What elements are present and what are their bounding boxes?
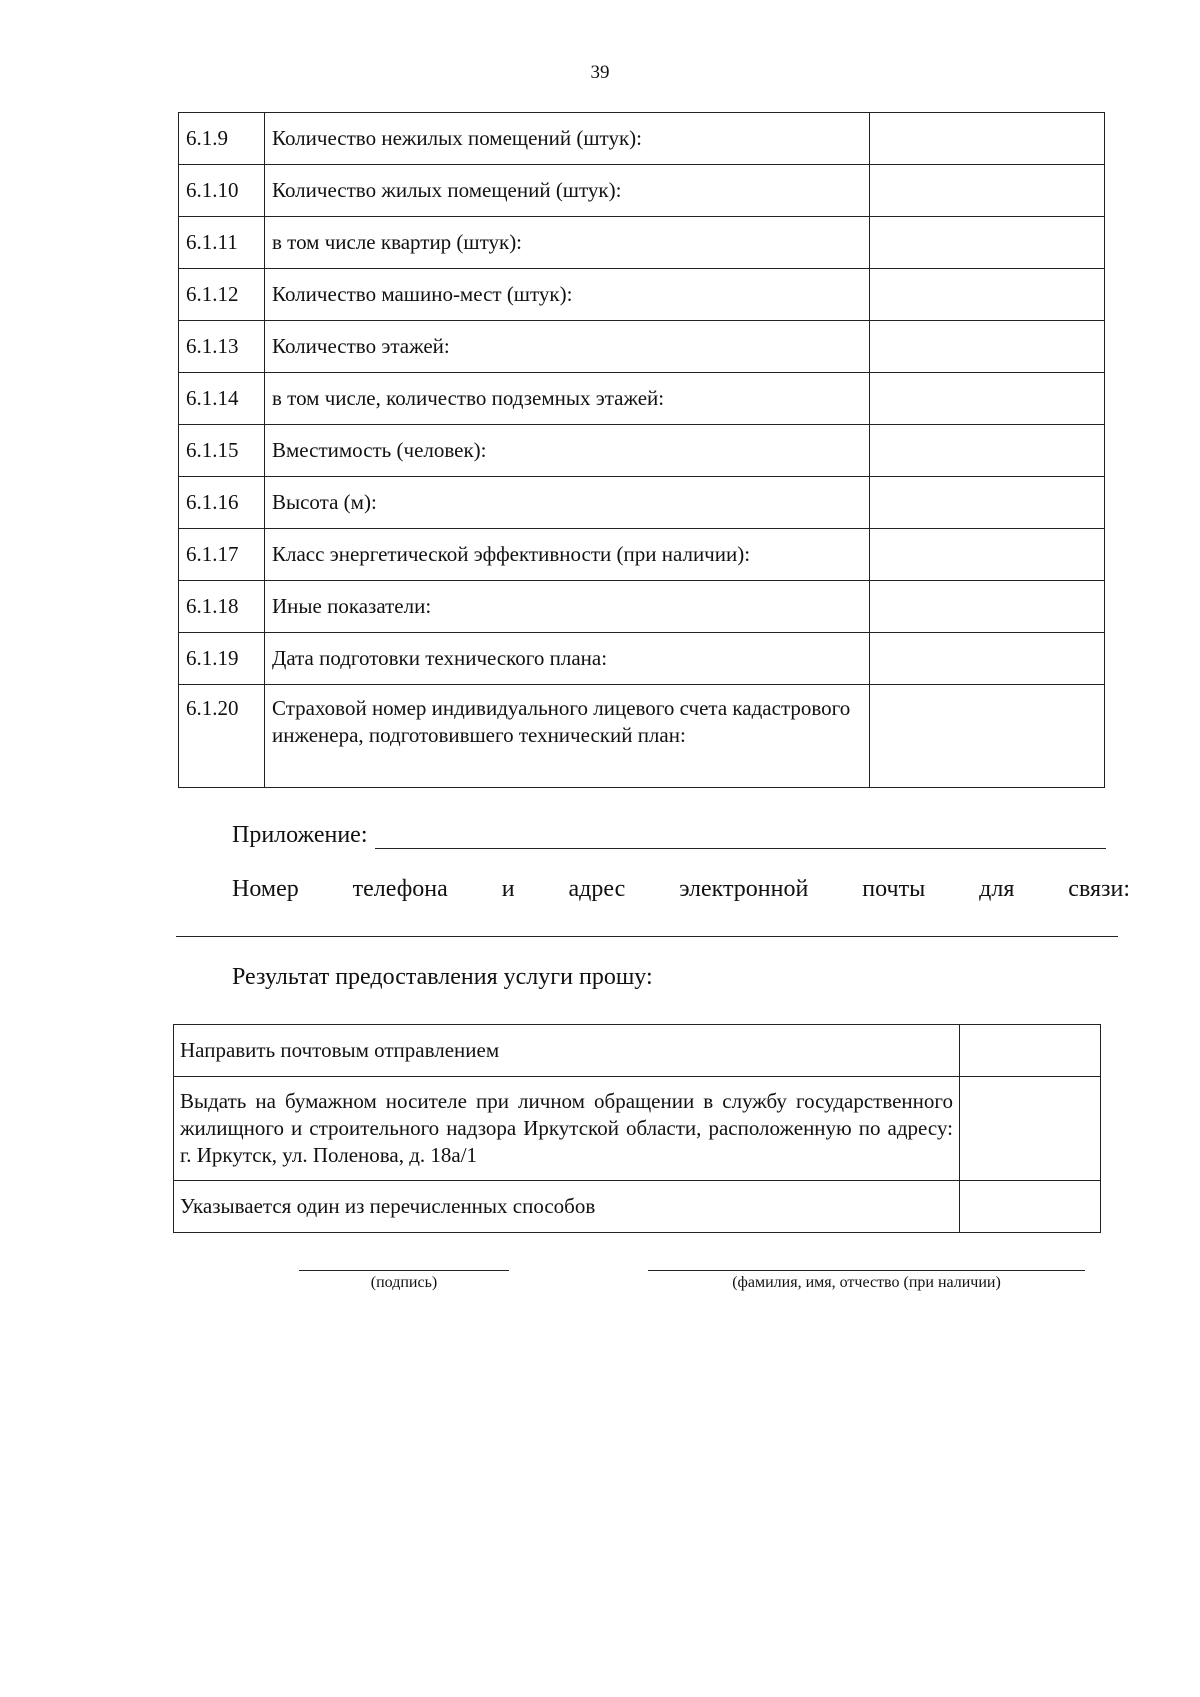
row-number: 6.1.9 [179, 113, 265, 165]
table-row [179, 269, 1105, 321]
row-number: 6.1.17 [179, 529, 265, 581]
row-number: 6.1.13 [179, 321, 265, 373]
row-value-field[interactable] [870, 269, 1105, 321]
row-value-field[interactable] [870, 633, 1105, 685]
row-value-field[interactable] [870, 425, 1105, 477]
row-label: Класс энергетической эффективности (при наличии): [265, 529, 870, 581]
row-number: 6.1.20 [179, 685, 265, 788]
signature-line[interactable]: (подпись) [299, 1270, 509, 1292]
contact-label [232, 876, 1130, 903]
row-label: Страховой номер индивидуального лицевого счета кадастрового инженера, подготовившего технический план: [265, 685, 870, 788]
row-value-field[interactable] [870, 477, 1105, 529]
appendix-label: Приложение: [232, 822, 368, 848]
contact-word: Номер [232, 876, 299, 902]
row-label: Количество нежилых помещений (штук): [265, 113, 870, 165]
row-number: 6.1.16 [179, 477, 265, 529]
table-row [179, 477, 1105, 529]
table-row [174, 1025, 1101, 1077]
row-label: Дата подготовки технического плана: [265, 633, 870, 685]
row-label: Вместимость (человек): [265, 425, 870, 477]
row-value-field[interactable] [870, 373, 1105, 425]
row-label: Высота (м): [265, 477, 870, 529]
row-value-field[interactable] [870, 581, 1105, 633]
row-number: 6.1.18 [179, 581, 265, 633]
row-label: Количество машино-мест (штук): [265, 269, 870, 321]
row-label: Количество жилых помещений (штук): [265, 165, 870, 217]
contact-word: почты [862, 876, 926, 902]
row-number: 6.1.15 [179, 425, 265, 477]
appendix-row [232, 818, 1106, 849]
row-value-field[interactable] [870, 321, 1105, 373]
delivery-option-mark[interactable] [960, 1025, 1101, 1077]
row-label: Количество этажей: [265, 321, 870, 373]
row-value-field[interactable] [870, 529, 1105, 581]
page-number: 39 [590, 62, 610, 83]
delivery-option-mark[interactable] [960, 1181, 1101, 1233]
full-name-line[interactable]: (фамилия, имя, отчество (при наличии) [648, 1270, 1085, 1292]
table-row [179, 165, 1105, 217]
contact-word: для [979, 876, 1015, 902]
delivery-option-label: Указывается один из перечисленных способов [174, 1181, 960, 1233]
table-row [179, 217, 1105, 269]
table-row [174, 1181, 1101, 1233]
row-label: Иные показатели: [265, 581, 870, 633]
table-row [179, 581, 1105, 633]
delivery-method-table [173, 1024, 1101, 1233]
table-row [179, 633, 1105, 685]
row-value-field[interactable] [870, 165, 1105, 217]
contact-word: адрес [568, 876, 626, 902]
table-row [179, 529, 1105, 581]
contact-word: телефона [352, 876, 448, 902]
appendix-input-line[interactable] [375, 818, 1106, 849]
table-row [179, 425, 1105, 477]
contact-word: и [501, 876, 515, 902]
table-row [179, 113, 1105, 165]
row-number: 6.1.12 [179, 269, 265, 321]
row-number: 6.1.14 [179, 373, 265, 425]
row-value-field[interactable] [870, 113, 1105, 165]
row-number: 6.1.11 [179, 217, 265, 269]
delivery-option-label: Направить почтовым отправлением [174, 1025, 960, 1077]
row-value-field[interactable] [870, 685, 1105, 788]
delivery-option-label: Выдать на бумажном носителе при личном обращении в службу государственного жилищного и строительного надзора Иркутской области, расположенную по адресу: г. Иркутск, ул. Поленова, д. 18а/1 [174, 1077, 960, 1181]
table-row [179, 321, 1105, 373]
row-number: 6.1.19 [179, 633, 265, 685]
table-row [179, 373, 1105, 425]
contact-word: связи: [1068, 876, 1130, 902]
row-label: в том числе, количество подземных этажей: [265, 373, 870, 425]
row-label: в том числе квартир (штук): [265, 217, 870, 269]
result-heading: Результат предоставления услуги прошу: [232, 964, 653, 990]
contact-input-line[interactable] [176, 936, 1118, 937]
table-row [179, 685, 1105, 788]
delivery-option-mark[interactable] [960, 1077, 1101, 1181]
object-parameters-table [178, 112, 1105, 788]
contact-word: электронной [679, 876, 809, 902]
row-value-field[interactable] [870, 217, 1105, 269]
row-number: 6.1.10 [179, 165, 265, 217]
table-row [174, 1077, 1101, 1181]
